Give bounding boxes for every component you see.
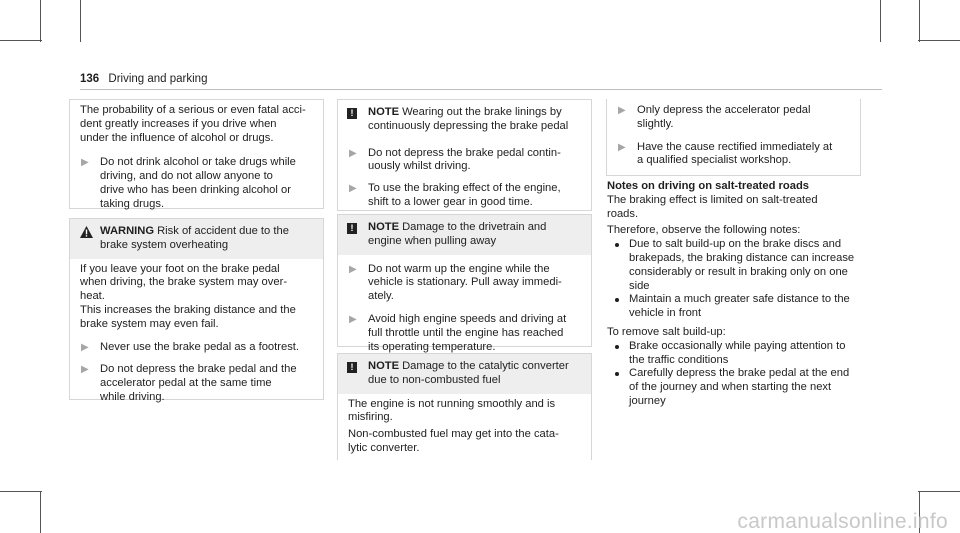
- warning-keyword: WARNING: [100, 225, 155, 237]
- action-item: [70, 341, 323, 355]
- list-line: considerably or result in braking only on one: [629, 265, 848, 278]
- action-line: Do not depress the brake pedal and the: [100, 363, 297, 376]
- list-item: [607, 340, 877, 368]
- note-title: Damage to the drivetrain and: [402, 221, 547, 233]
- note-header: [338, 354, 591, 394]
- note-keyword: NOTE: [368, 106, 400, 118]
- arrow-icon: ▶: [618, 141, 626, 153]
- action-line: accelerator pedal at the same time: [100, 377, 272, 390]
- action-line: shift to a lower gear in good time.: [368, 195, 533, 208]
- action-line: To use the braking effect of the engine,: [368, 182, 561, 195]
- action-line: Never use the brake pedal as a footrest.: [100, 340, 300, 353]
- list-line: Carefully depress the brake pedal at the end: [629, 367, 850, 380]
- arrow-icon: ▶: [349, 263, 357, 275]
- note-title: continuously depressing the brake pedal: [368, 119, 569, 132]
- note-box: [337, 353, 592, 460]
- action-line: a qualified specialist workshop.: [637, 154, 792, 167]
- warning-body: If you leave your foot on the brake pedal: [80, 262, 280, 275]
- paragraph: The braking effect is limited on salt-treated: [607, 193, 818, 206]
- arrow-icon: ▶: [349, 183, 357, 195]
- list-item: [607, 293, 877, 321]
- action-line: Have the cause rectified immediately at: [637, 140, 833, 153]
- crop-mark: [880, 0, 881, 42]
- warning-body: brake system may even fail.: [80, 317, 219, 330]
- paragraph: Therefore, observe the following notes:: [607, 224, 801, 237]
- action-line: Do not depress the brake pedal contin-: [368, 146, 561, 159]
- crop-mark: [0, 491, 42, 492]
- list-line: side: [629, 279, 650, 292]
- crop-mark: [80, 0, 81, 42]
- warning-header: [70, 219, 323, 259]
- crop-mark: [919, 0, 920, 42]
- action-item: [338, 263, 591, 304]
- action-item: [70, 156, 323, 211]
- intro-box: [69, 99, 324, 209]
- note-header: [338, 100, 591, 140]
- warning-box: [69, 218, 324, 403]
- warning-body: This increases the braking distance and the: [80, 303, 296, 316]
- action-line: Avoid high engine speeds and driving at: [368, 312, 567, 325]
- header-rule: [80, 89, 882, 90]
- action-item: [338, 182, 591, 210]
- note-body: misfiring.: [348, 411, 393, 424]
- warning-title: Risk of accident due to the: [157, 225, 289, 237]
- list-item: [607, 238, 877, 293]
- intro-line: The probability of a serious or even fatal acci-: [80, 104, 306, 116]
- arrow-icon: ▶: [349, 313, 357, 325]
- crop-mark: [0, 40, 42, 41]
- list-line: of the journey and when starting the next: [629, 381, 832, 394]
- note-keyword: NOTE: [368, 221, 400, 233]
- note-body: Non-combusted fuel may get into the cata-: [348, 428, 559, 441]
- notice-icon: !: [347, 223, 357, 234]
- action-line: driving, and do not allow anyone to: [100, 170, 273, 183]
- action-item: [607, 141, 860, 169]
- note-keyword: NOTE: [368, 360, 400, 372]
- arrow-icon: ▶: [81, 157, 89, 169]
- action-line: slightly.: [637, 117, 674, 130]
- section-title: Driving and parking: [108, 73, 208, 85]
- list-line: Brake occasionally while paying attention to: [629, 339, 846, 352]
- crop-mark: [40, 491, 41, 533]
- arrow-icon: ▶: [618, 105, 626, 116]
- action-line: its operating temperature.: [368, 340, 496, 353]
- arrow-icon: ▶: [349, 147, 357, 159]
- warning-body: when driving, the brake system may over-: [80, 276, 288, 289]
- action-item: [70, 363, 323, 404]
- continued-box: [606, 99, 861, 176]
- list-line: the traffic conditions: [629, 353, 729, 366]
- note-title: Damage to the catalytic converter: [402, 360, 569, 372]
- note-title: Wearing out the brake linings by: [402, 106, 562, 118]
- action-item: [607, 104, 860, 132]
- intro-line: dent greatly increases if you drive when: [80, 117, 277, 130]
- list-line: vehicle in front: [629, 307, 702, 320]
- arrow-icon: ▶: [81, 364, 89, 376]
- warning-triangle-icon: [80, 226, 93, 238]
- list-line: journey: [629, 394, 666, 407]
- bullet-icon: [615, 243, 619, 247]
- notice-icon: !: [347, 362, 357, 373]
- list-line: Maintain a much greater safe distance to the: [629, 293, 850, 306]
- crop-mark: [918, 40, 960, 41]
- action-item: [338, 313, 591, 354]
- intro-line: under the influence of alcohol or drugs.: [80, 131, 274, 144]
- action-line: Do not drink alcohol or take drugs while: [100, 156, 296, 169]
- bullet-icon: [615, 298, 619, 302]
- list-line: Due to salt build-up on the brake discs and: [629, 238, 842, 251]
- action-line: uously whilst driving.: [368, 160, 471, 173]
- note-body: The engine is not running smoothly and is: [348, 397, 556, 410]
- action-line: Do not warm up the engine while the: [368, 262, 550, 275]
- salt-roads-section: [607, 180, 877, 409]
- note-title: engine when pulling away: [368, 234, 497, 247]
- note-body: lytic converter.: [348, 441, 420, 454]
- crop-mark: [40, 0, 41, 42]
- action-line: drive who has been drinking alcohol or: [100, 183, 291, 196]
- paragraph: To remove salt build-up:: [607, 325, 726, 338]
- section-heading: Notes on driving on salt-treated roads: [607, 180, 810, 192]
- notice-icon: !: [347, 108, 357, 119]
- action-line: vehicle is stationary. Pull away immedi-: [368, 276, 562, 289]
- note-box: [337, 214, 592, 353]
- action-line: taking drugs.: [100, 197, 165, 210]
- note-box: [337, 99, 592, 211]
- action-line: full throttle until the engine has reached: [368, 326, 564, 339]
- note-header: [338, 215, 591, 255]
- list-item: [607, 367, 877, 408]
- action-line: while driving.: [100, 390, 165, 403]
- paragraph: roads.: [607, 207, 639, 220]
- watermark: carmanualsonline.info: [737, 510, 948, 533]
- warning-title: brake system overheating: [100, 238, 229, 251]
- running-header: [80, 73, 207, 87]
- arrow-icon: ▶: [81, 341, 89, 353]
- crop-mark: [918, 491, 960, 492]
- action-line: Only depress the accelerator pedal: [637, 104, 811, 116]
- page-number: 136: [80, 73, 100, 85]
- note-title: due to non-combusted fuel: [368, 373, 501, 386]
- action-line: ately.: [368, 290, 394, 303]
- warning-body: heat.: [80, 290, 105, 303]
- bullet-icon: [615, 372, 619, 376]
- action-item: [338, 147, 591, 175]
- list-line: brakepads, the braking distance can increase: [629, 251, 855, 264]
- bullet-icon: [615, 345, 619, 349]
